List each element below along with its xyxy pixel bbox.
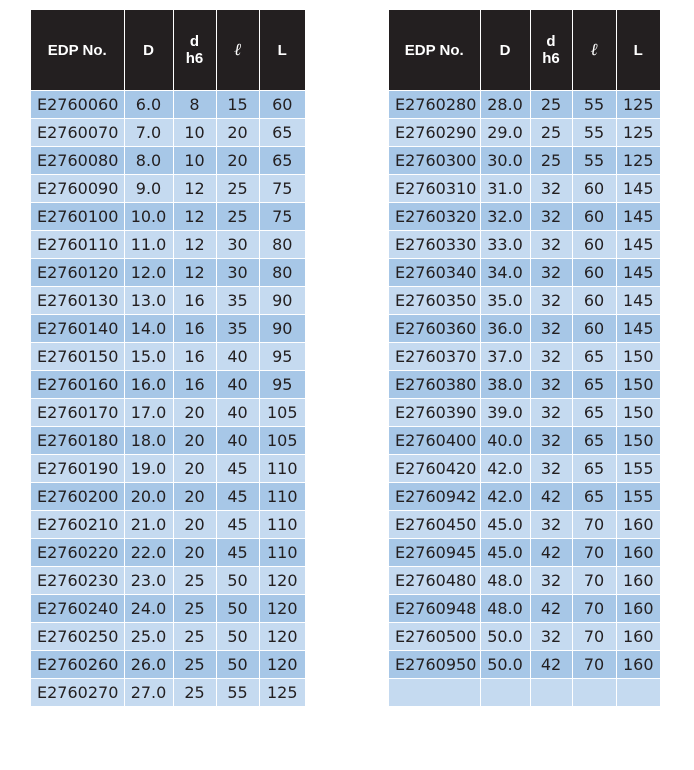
header-d-top: d [546, 33, 556, 50]
cell-d-h6: 25 [530, 119, 572, 147]
cell-ell: 20 [216, 119, 259, 147]
empty-row [389, 679, 660, 707]
cell-d-h6: 32 [530, 259, 572, 287]
cell-L: 80 [259, 259, 305, 287]
cell-d-diameter: 17.0 [124, 399, 173, 427]
cell-d-h6: 16 [173, 315, 216, 343]
cell-L: 65 [259, 119, 305, 147]
cell-L: 150 [616, 427, 660, 455]
cell-L: 95 [259, 371, 305, 399]
table-row [389, 399, 660, 427]
cell-L: 145 [616, 175, 660, 203]
table-row [31, 203, 305, 231]
table-row [389, 511, 660, 539]
cell-edp-no: E2760220 [31, 539, 124, 567]
cell-d-diameter: 48.0 [480, 567, 530, 595]
cell-ell: 70 [572, 595, 616, 623]
cell-d-h6: 20 [173, 399, 216, 427]
cell-ell: 65 [572, 343, 616, 371]
cell-ell: 55 [216, 679, 259, 707]
cell-d-diameter: 30.0 [480, 147, 530, 175]
table-row [31, 455, 305, 483]
cell-d-h6: 32 [530, 623, 572, 651]
cell-ell: 25 [216, 203, 259, 231]
cell-d-diameter: 45.0 [480, 539, 530, 567]
cell-d-h6: 32 [530, 455, 572, 483]
cell-d-h6: 20 [173, 539, 216, 567]
cell-d-h6: 25 [173, 623, 216, 651]
spec-table-left [31, 10, 305, 706]
cell-edp-no: E2760120 [31, 259, 124, 287]
cell-ell: 40 [216, 399, 259, 427]
table-row [31, 427, 305, 455]
cell-edp-no: E2760945 [389, 539, 480, 567]
cell-edp-no: E2760320 [389, 203, 480, 231]
cell-L: 95 [259, 343, 305, 371]
table-row [31, 651, 305, 679]
cell-edp-no: E2760340 [389, 259, 480, 287]
cell-d-h6: 32 [530, 343, 572, 371]
header-d-bottom: h6 [185, 50, 204, 67]
table-body-right [389, 91, 660, 707]
cell-d-h6: 10 [173, 147, 216, 175]
table-row [389, 231, 660, 259]
cell-d-diameter: 28.0 [480, 91, 530, 119]
cell-ell: 70 [572, 511, 616, 539]
cell-edp-no: E2760310 [389, 175, 480, 203]
cell-d-diameter: 42.0 [480, 483, 530, 511]
cell-ell: 55 [572, 119, 616, 147]
header-d-top: d [189, 33, 200, 50]
cell-d-diameter: 32.0 [480, 203, 530, 231]
cell-L: 110 [259, 539, 305, 567]
cell-ell: 35 [216, 287, 259, 315]
cell-L: 145 [616, 259, 660, 287]
cell-L: 155 [616, 483, 660, 511]
cell-L: 120 [259, 623, 305, 651]
cell-d-h6: 42 [530, 483, 572, 511]
cell-edp-no: E2760060 [31, 91, 124, 119]
cell-L: 160 [616, 567, 660, 595]
cell-edp-no: E2760180 [31, 427, 124, 455]
cell-d-diameter: 40.0 [480, 427, 530, 455]
cell-edp-no: E2760190 [31, 455, 124, 483]
cell-d-h6: 32 [530, 427, 572, 455]
cell-edp-no: E2760150 [31, 343, 124, 371]
cell-ell: 50 [216, 651, 259, 679]
cell-L: 120 [259, 567, 305, 595]
cell-ell: 45 [216, 511, 259, 539]
cell-d-diameter: 45.0 [480, 511, 530, 539]
cell-ell: 70 [572, 623, 616, 651]
cell-d-h6: 8 [173, 91, 216, 119]
cell-edp-no: E2760080 [31, 147, 124, 175]
header-ell-symbol: ℓ [233, 39, 242, 60]
cell-d-h6: 12 [173, 203, 216, 231]
empty-cell [572, 679, 616, 707]
cell-d-h6: 10 [173, 119, 216, 147]
cell-L: 125 [616, 119, 660, 147]
cell-L: 120 [259, 595, 305, 623]
cell-L: 125 [616, 147, 660, 175]
table-row [389, 595, 660, 623]
cell-edp-no: E2760370 [389, 343, 480, 371]
table-row [389, 91, 660, 119]
cell-d-diameter: 12.0 [124, 259, 173, 287]
cell-ell: 45 [216, 455, 259, 483]
cell-d-diameter: 35.0 [480, 287, 530, 315]
cell-d-diameter: 6.0 [124, 91, 173, 119]
cell-L: 125 [259, 679, 305, 707]
cell-L: 155 [616, 455, 660, 483]
table-row [389, 623, 660, 651]
cell-d-diameter: 26.0 [124, 651, 173, 679]
cell-d-h6: 32 [530, 287, 572, 315]
table-row [31, 315, 305, 343]
cell-d-h6: 20 [173, 455, 216, 483]
empty-cell [389, 679, 480, 707]
cell-ell: 35 [216, 315, 259, 343]
table-row [31, 623, 305, 651]
cell-d-h6: 25 [173, 679, 216, 707]
cell-edp-no: E2760200 [31, 483, 124, 511]
cell-edp-no: E2760270 [31, 679, 124, 707]
cell-L: 75 [259, 203, 305, 231]
cell-L: 65 [259, 147, 305, 175]
cell-ell: 65 [572, 371, 616, 399]
cell-L: 110 [259, 511, 305, 539]
cell-edp-no: E2760070 [31, 119, 124, 147]
cell-edp-no: E2760110 [31, 231, 124, 259]
cell-d-diameter: 36.0 [480, 315, 530, 343]
cell-edp-no: E2760260 [31, 651, 124, 679]
table-body-left [31, 91, 305, 707]
cell-edp-no: E2760360 [389, 315, 480, 343]
cell-ell: 60 [572, 315, 616, 343]
cell-ell: 60 [572, 175, 616, 203]
cell-edp-no: E2760380 [389, 371, 480, 399]
cell-d-h6: 32 [530, 567, 572, 595]
table-row [31, 343, 305, 371]
cell-ell: 40 [216, 371, 259, 399]
cell-d-diameter: 38.0 [480, 371, 530, 399]
header-L: L [616, 10, 660, 91]
table-row [31, 119, 305, 147]
table-row [389, 203, 660, 231]
cell-d-diameter: 34.0 [480, 259, 530, 287]
cell-d-h6: 12 [173, 259, 216, 287]
cell-edp-no: E2760390 [389, 399, 480, 427]
cell-L: 105 [259, 399, 305, 427]
cell-ell: 60 [572, 287, 616, 315]
cell-d-diameter: 7.0 [124, 119, 173, 147]
header-d-diameter: D [124, 10, 173, 91]
cell-L: 160 [616, 539, 660, 567]
cell-edp-no: E2760300 [389, 147, 480, 175]
table-row [389, 427, 660, 455]
empty-cell [530, 679, 572, 707]
cell-d-diameter: 18.0 [124, 427, 173, 455]
cell-d-diameter: 39.0 [480, 399, 530, 427]
header-d-h6 [173, 10, 216, 91]
cell-d-h6: 32 [530, 399, 572, 427]
cell-L: 110 [259, 483, 305, 511]
cell-ell: 30 [216, 231, 259, 259]
cell-L: 80 [259, 231, 305, 259]
table-row [389, 175, 660, 203]
cell-d-h6: 42 [530, 595, 572, 623]
cell-edp-no: E2760400 [389, 427, 480, 455]
cell-ell: 20 [216, 147, 259, 175]
empty-cell [480, 679, 530, 707]
cell-edp-no: E2760350 [389, 287, 480, 315]
cell-ell: 65 [572, 455, 616, 483]
cell-d-diameter: 23.0 [124, 567, 173, 595]
cell-ell: 55 [572, 147, 616, 175]
cell-ell: 70 [572, 567, 616, 595]
table-row [31, 399, 305, 427]
cell-d-diameter: 42.0 [480, 455, 530, 483]
cell-d-diameter: 37.0 [480, 343, 530, 371]
cell-edp-no: E2760230 [31, 567, 124, 595]
table-row [389, 371, 660, 399]
header-ell-symbol: ℓ [590, 39, 598, 60]
table-row [389, 539, 660, 567]
cell-L: 120 [259, 651, 305, 679]
cell-d-h6: 32 [530, 231, 572, 259]
cell-ell: 40 [216, 427, 259, 455]
table-row [31, 511, 305, 539]
table-row [31, 287, 305, 315]
cell-d-diameter: 10.0 [124, 203, 173, 231]
table-row [31, 371, 305, 399]
spec-table-right [389, 10, 660, 706]
cell-L: 145 [616, 315, 660, 343]
cell-d-diameter: 16.0 [124, 371, 173, 399]
cell-d-h6: 25 [530, 147, 572, 175]
cell-L: 145 [616, 203, 660, 231]
cell-d-h6: 25 [173, 651, 216, 679]
cell-d-diameter: 19.0 [124, 455, 173, 483]
cell-d-diameter: 48.0 [480, 595, 530, 623]
cell-d-h6: 42 [530, 539, 572, 567]
cell-d-diameter: 11.0 [124, 231, 173, 259]
cell-edp-no: E2760280 [389, 91, 480, 119]
cell-ell: 70 [572, 539, 616, 567]
cell-ell: 50 [216, 595, 259, 623]
header-d-bottom: h6 [542, 50, 560, 67]
cell-edp-no: E2760130 [31, 287, 124, 315]
table-row [31, 147, 305, 175]
table-row [31, 483, 305, 511]
cell-d-diameter: 50.0 [480, 651, 530, 679]
table-row [31, 175, 305, 203]
header-ell [572, 10, 616, 91]
cell-d-h6: 32 [530, 371, 572, 399]
cell-L: 90 [259, 315, 305, 343]
table-row [389, 567, 660, 595]
cell-ell: 45 [216, 539, 259, 567]
cell-ell: 55 [572, 91, 616, 119]
cell-ell: 45 [216, 483, 259, 511]
cell-d-h6: 20 [173, 427, 216, 455]
header-row [389, 10, 660, 91]
cell-ell: 65 [572, 483, 616, 511]
cell-L: 60 [259, 91, 305, 119]
cell-ell: 65 [572, 399, 616, 427]
cell-d-h6: 32 [530, 511, 572, 539]
cell-ell: 30 [216, 259, 259, 287]
cell-d-h6: 12 [173, 175, 216, 203]
cell-L: 125 [616, 91, 660, 119]
cell-ell: 60 [572, 203, 616, 231]
cell-edp-no: E2760420 [389, 455, 480, 483]
cell-d-diameter: 25.0 [124, 623, 173, 651]
cell-L: 150 [616, 399, 660, 427]
cell-d-h6: 32 [530, 175, 572, 203]
cell-d-diameter: 50.0 [480, 623, 530, 651]
cell-d-diameter: 14.0 [124, 315, 173, 343]
cell-d-h6: 16 [173, 287, 216, 315]
cell-d-diameter: 13.0 [124, 287, 173, 315]
cell-d-diameter: 20.0 [124, 483, 173, 511]
header-edp-no: EDP No. [31, 10, 124, 91]
cell-edp-no: E2760170 [31, 399, 124, 427]
table-row [31, 595, 305, 623]
cell-d-diameter: 31.0 [480, 175, 530, 203]
header-edp-no: EDP No. [389, 10, 480, 91]
header-row [31, 10, 305, 91]
cell-d-h6: 32 [530, 315, 572, 343]
table-row [31, 91, 305, 119]
cell-L: 160 [616, 623, 660, 651]
cell-d-diameter: 9.0 [124, 175, 173, 203]
cell-L: 110 [259, 455, 305, 483]
table-row [389, 119, 660, 147]
table-row [389, 651, 660, 679]
cell-ell: 15 [216, 91, 259, 119]
cell-d-diameter: 15.0 [124, 343, 173, 371]
cell-L: 150 [616, 371, 660, 399]
cell-L: 145 [616, 287, 660, 315]
cell-edp-no: E2760290 [389, 119, 480, 147]
table-row [389, 315, 660, 343]
cell-d-h6: 20 [173, 483, 216, 511]
empty-cell [616, 679, 660, 707]
cell-d-h6: 12 [173, 231, 216, 259]
cell-d-diameter: 33.0 [480, 231, 530, 259]
cell-d-h6: 25 [173, 567, 216, 595]
cell-edp-no: E2760160 [31, 371, 124, 399]
header-d-diameter: D [480, 10, 530, 91]
cell-d-h6: 25 [173, 595, 216, 623]
cell-d-diameter: 21.0 [124, 511, 173, 539]
cell-L: 160 [616, 511, 660, 539]
cell-edp-no: E2760330 [389, 231, 480, 259]
cell-ell: 60 [572, 259, 616, 287]
cell-d-h6: 42 [530, 651, 572, 679]
cell-L: 90 [259, 287, 305, 315]
cell-L: 160 [616, 595, 660, 623]
cell-d-diameter: 22.0 [124, 539, 173, 567]
table-row [31, 539, 305, 567]
cell-edp-no: E2760100 [31, 203, 124, 231]
cell-L: 105 [259, 427, 305, 455]
cell-edp-no: E2760210 [31, 511, 124, 539]
cell-ell: 40 [216, 343, 259, 371]
cell-edp-no: E2760942 [389, 483, 480, 511]
table-row [31, 231, 305, 259]
cell-edp-no: E2760950 [389, 651, 480, 679]
cell-ell: 50 [216, 623, 259, 651]
cell-d-h6: 16 [173, 371, 216, 399]
table-row [389, 259, 660, 287]
cell-d-diameter: 8.0 [124, 147, 173, 175]
table-row [389, 287, 660, 315]
table-row [389, 343, 660, 371]
cell-ell: 70 [572, 651, 616, 679]
cell-ell: 50 [216, 567, 259, 595]
cell-edp-no: E2760240 [31, 595, 124, 623]
header-d-h6 [530, 10, 572, 91]
table-row [389, 483, 660, 511]
cell-L: 160 [616, 651, 660, 679]
cell-ell: 65 [572, 427, 616, 455]
cell-edp-no: E2760948 [389, 595, 480, 623]
cell-edp-no: E2760480 [389, 567, 480, 595]
header-ell [216, 10, 259, 91]
cell-d-h6: 20 [173, 511, 216, 539]
cell-d-diameter: 24.0 [124, 595, 173, 623]
cell-edp-no: E2760250 [31, 623, 124, 651]
table-row [31, 259, 305, 287]
cell-d-diameter: 29.0 [480, 119, 530, 147]
cell-ell: 60 [572, 231, 616, 259]
table-row [389, 455, 660, 483]
cell-L: 145 [616, 231, 660, 259]
cell-L: 150 [616, 343, 660, 371]
header-L: L [259, 10, 305, 91]
cell-edp-no: E2760140 [31, 315, 124, 343]
cell-L: 75 [259, 175, 305, 203]
table-row [389, 147, 660, 175]
cell-edp-no: E2760500 [389, 623, 480, 651]
cell-edp-no: E2760450 [389, 511, 480, 539]
cell-d-h6: 16 [173, 343, 216, 371]
cell-d-h6: 25 [530, 91, 572, 119]
cell-d-h6: 32 [530, 203, 572, 231]
cell-d-diameter: 27.0 [124, 679, 173, 707]
cell-edp-no: E2760090 [31, 175, 124, 203]
table-row [31, 567, 305, 595]
table-row [31, 679, 305, 707]
cell-ell: 25 [216, 175, 259, 203]
